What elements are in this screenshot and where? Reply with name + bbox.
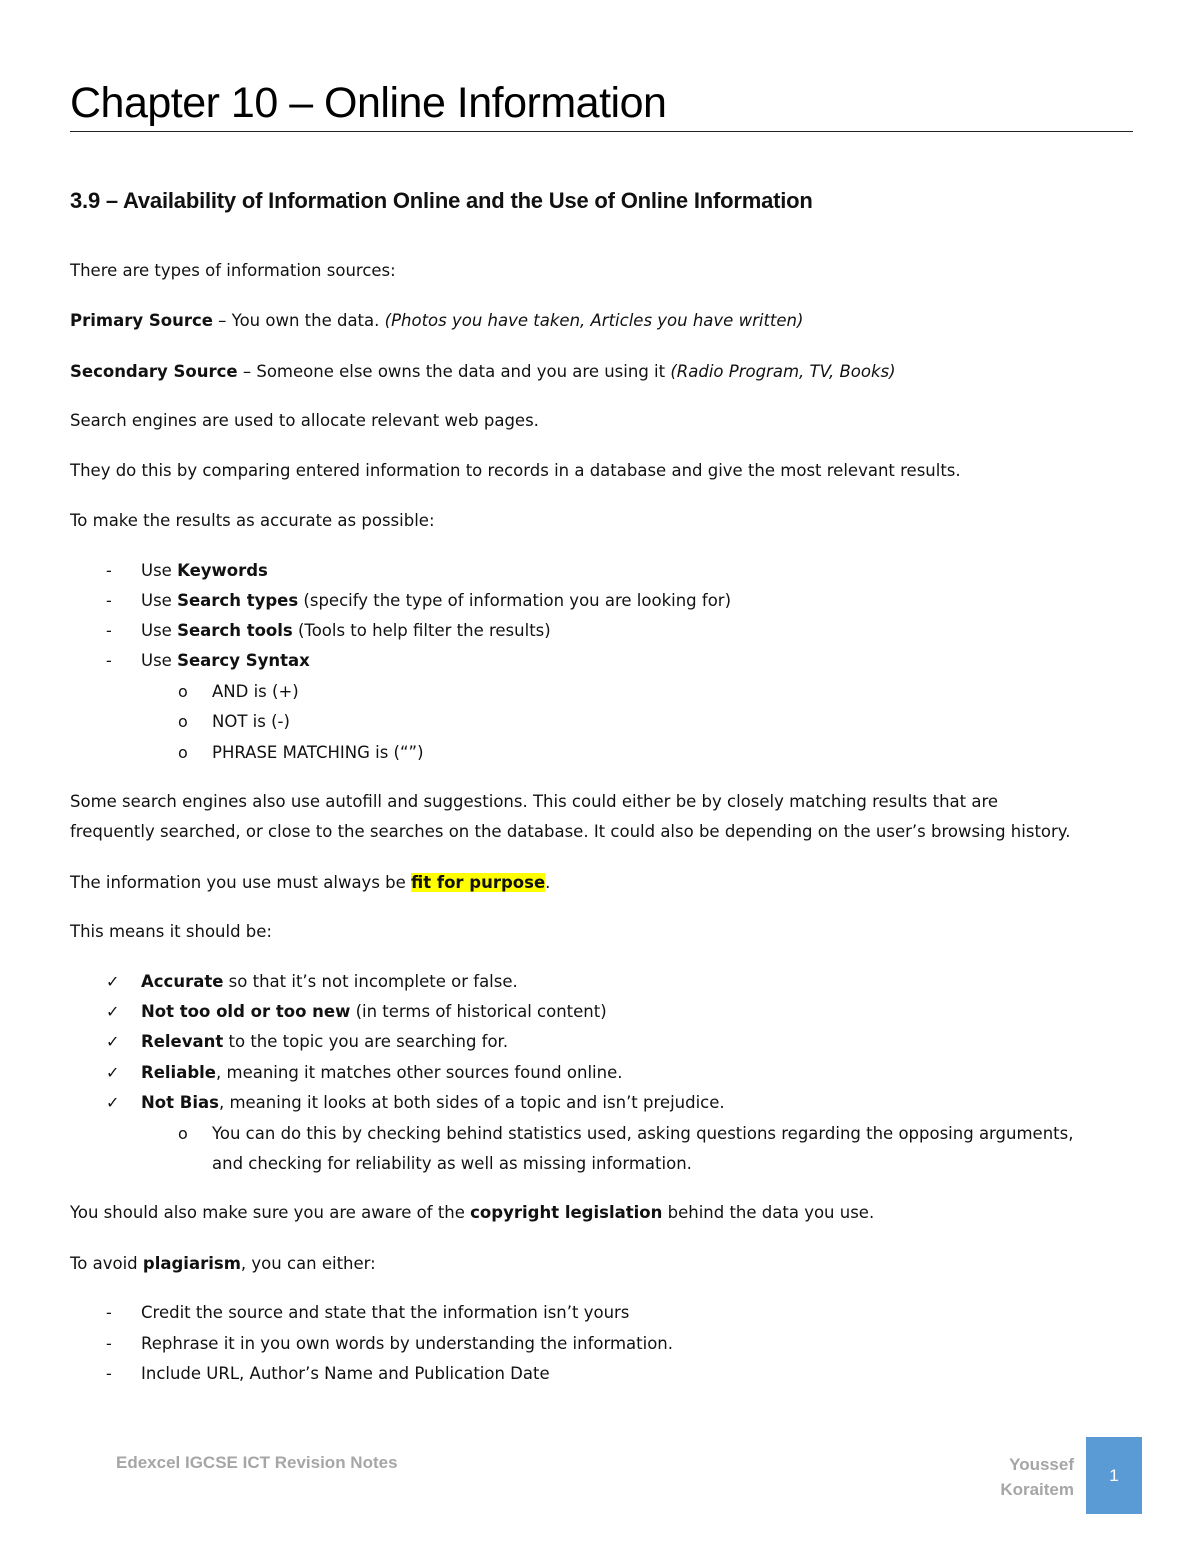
primary-source-paragraph: [70, 310, 803, 332]
footer-author-last: Koraitem: [1000, 1480, 1074, 1499]
secondary-source-term: Secondary Source: [70, 362, 238, 381]
search-engines-text-1: Search engines are used to allocate relevant web pages.: [70, 411, 539, 430]
dash-bullet-icon: -: [106, 1364, 112, 1383]
checkmark-icon: ✓: [106, 1063, 120, 1082]
copyright-paragraph: You should also make sure you are aware of the copyright legislation behind the data you use.: [70, 1203, 875, 1222]
checkmark-icon: ✓: [106, 1002, 120, 1021]
secondary-source-text: – Someone else owns the data and you are using it: [237, 362, 671, 381]
circle-bullet-icon: o: [178, 712, 188, 731]
autofill-text-2: frequently searched, or close to the searches on the database. It could also be depending on the user’s browsing history.: [70, 822, 1071, 841]
title-underline: [70, 131, 1133, 132]
dash-bullet-icon: -: [106, 1303, 112, 1322]
secondary-source-examples: (Radio Program, TV, Books): [670, 362, 896, 381]
footer-author-first: Youssef: [1009, 1455, 1074, 1474]
checkmark-icon: ✓: [106, 972, 120, 991]
dash-bullet-icon: -: [106, 561, 112, 580]
autofill-text-1: Some search engines also use autofill and suggestions. This could either be by closely matching results that are: [70, 792, 999, 811]
checkmark-icon: ✓: [106, 1032, 120, 1051]
page-number-badge: [1086, 1437, 1142, 1514]
section-title: 3.9 – Availability of Information Online and the Use of Online Information: [70, 188, 813, 213]
accuracy-intro: To make the results as accurate as possible:: [70, 511, 435, 530]
circle-bullet-icon: o: [178, 743, 188, 762]
page-number: 1: [1109, 1465, 1119, 1485]
search-engines-text-2: They do this by comparing entered information to records in a database and give the most relevant results.: [70, 461, 961, 480]
secondary-source-paragraph: [70, 361, 896, 383]
fit-for-purpose-paragraph: The information you use must always be fit for purpose.: [70, 873, 551, 892]
means-text: This means it should be:: [70, 922, 272, 941]
fit-for-purpose-highlight: fit for purpose: [411, 873, 546, 892]
dash-bullet-icon: -: [106, 651, 112, 670]
intro-text: There are types of information sources:: [70, 261, 396, 280]
footer-author: [1000, 1452, 1074, 1502]
footer-document-title: Edexcel IGCSE ICT Revision Notes: [116, 1453, 398, 1472]
primary-source-examples: (Photos you have taken, Articles you have written): [384, 311, 804, 330]
dash-bullet-icon: -: [106, 1334, 112, 1353]
checkmark-icon: ✓: [106, 1093, 120, 1112]
plagiarism-paragraph: To avoid plagiarism, you can either:: [70, 1254, 376, 1273]
dash-bullet-icon: -: [106, 591, 112, 610]
primary-source-text: – You own the data.: [212, 311, 385, 330]
dash-bullet-icon: -: [106, 621, 112, 640]
chapter-title: Chapter 10 – Online Information: [70, 79, 667, 127]
circle-bullet-icon: o: [178, 682, 188, 701]
document-page: Chapter 10 – Online Information 3.9 – Availability of Information Online and the Use of Online Information There are types of information sources: Primary Source – You own the data. (Photos you have taken, Articles you have written) Secondary Source – Someone else owns the data and you are using it (Radio Program, TV, Books) Search engines are used to allocate relevant web pages. They do this by comparing entered information to records in a database and give the most relevant results. To make the results as accurate as possible: - Use Keywords - Use Search types (specify the type of information you are looking for) - Use Search tools (Tools to help filter the results) - Use Searcy Syntax o AND is (+) o NOT is (-) o PHRASE MATCHING is (“”) Some search engines also use autofill and suggestions. This could either be by closely matching results that are frequently searched, or close to the searches on the database. It could also be depending on the user’s browsing history. The information you use must always be fit for purpose. This means it should be: ✓ Accurate so that it’s not incomplete or false. ✓ Not too old or too new (in terms of historical content) ✓ Relevant to the topic you are searching for. ✓ Reliable, meaning it matches other sources found online. ✓ Not Bias, meaning it looks at both sides of a topic and isn’t prejudice. o You can do this by checking behind statistics used, asking questions regarding the opposing arguments, and checking for reliability as well as missing information. You should also make sure you are aware of the copyright legislation behind the data you use. To avoid plagiarism, you can either: - Credit the source and state that the information isn’t yours - Rephrase it in you own words by understanding the information. - Include URL, Author’s Name and Publication Date Edexcel IGCSE ICT Revision Notes Youssef Koraitem 1: [0, 0, 1200, 1553]
primary-source-term: Primary Source: [70, 311, 213, 330]
circle-bullet-icon: o: [178, 1124, 188, 1143]
